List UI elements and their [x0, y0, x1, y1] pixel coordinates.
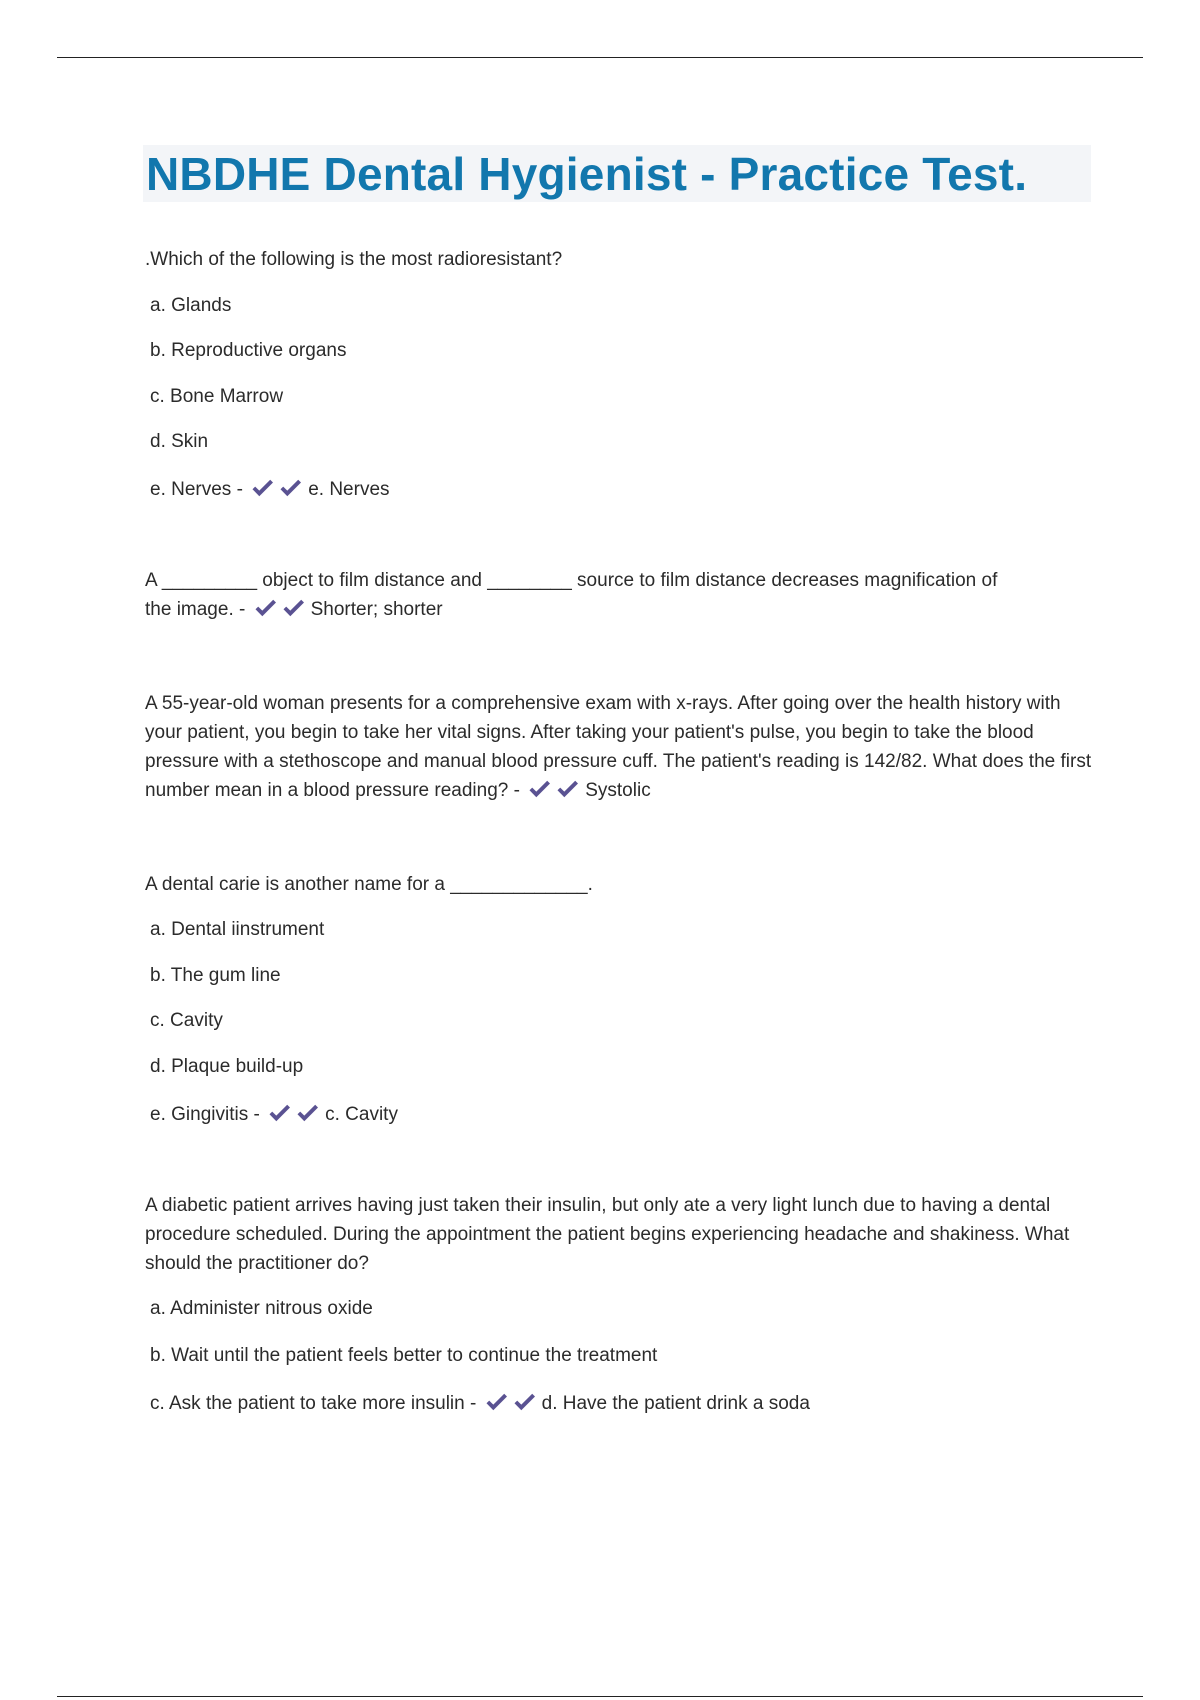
q4-answer: c. Cavity: [325, 1104, 398, 1125]
check-icon: [250, 478, 275, 498]
q3-question-main: A 55-year-old woman presents for a comprehensive exam with x-rays. After going over the health history with your patient, you begin to take her vital signs. After taking your patient's pulse, you begin to take the blood pressure with a stethoscope and manual blood pressure cuff. The patient's reading is 142/82.: [145, 693, 1061, 772]
check-icon: [281, 598, 306, 618]
q2-question-line2: [145, 595, 1090, 624]
top-rule: [57, 57, 1143, 58]
question-5: A diabetic patient arrives having just taken their insulin, but only ate a very light lunch due to having a dental procedure scheduled. During the appointment the patient begins experiencing headache and shakiness. What should the practitioner do?: [145, 1195, 1070, 1274]
q1-option-b: b. Reproductive organs: [150, 340, 347, 361]
q2-question-tail: the image. -: [145, 599, 246, 620]
answer-checkmarks: [527, 780, 583, 801]
check-icon: [555, 779, 580, 799]
check-icon: [295, 1103, 320, 1123]
q2-answer: Shorter; shorter: [310, 599, 443, 620]
q4-option-e: e. Gingivitis -: [150, 1104, 260, 1125]
q4-option-a: a. Dental iinstrument: [150, 919, 325, 940]
answer-checkmarks: [267, 1104, 323, 1125]
check-icon: [267, 1103, 292, 1123]
question-2: [145, 566, 1090, 624]
q3-question-end: What does the first number mean in a blood pressure reading? -: [145, 751, 1092, 801]
question-1: .Which of the following is the most radioresistant?: [145, 249, 563, 270]
q5-option-c: c. Ask the patient to take more insulin -: [150, 1393, 477, 1414]
q2-question-line1: A _________ object to film distance and ________ source to film distance decreases magnification of: [145, 570, 998, 591]
q1-option-d: d. Skin: [150, 431, 209, 452]
check-icon: [484, 1392, 509, 1412]
q4-option-d: d. Plaque build-up: [150, 1056, 304, 1077]
question-3: [145, 689, 1095, 805]
q5-answer-line: [150, 1389, 810, 1418]
question-4: A dental carie is another name for a _____________.: [145, 874, 593, 895]
q4-answer-line: [150, 1100, 398, 1129]
answer-checkmarks: [253, 599, 309, 620]
q4-option-b: b. The gum line: [150, 965, 281, 986]
answer-checkmarks: [484, 1393, 540, 1414]
check-icon: [512, 1392, 537, 1412]
q4-option-c: c. Cavity: [150, 1010, 223, 1031]
q1-answer-line: [150, 475, 390, 504]
check-icon: [527, 779, 552, 799]
q5-option-b: b. Wait until the patient feels better to continue the treatment: [150, 1345, 658, 1366]
check-icon: [278, 478, 303, 498]
q3-answer: Systolic: [585, 780, 651, 801]
q1-option-c: c. Bone Marrow: [150, 386, 284, 407]
q5-answer: d. Have the patient drink a soda: [541, 1393, 810, 1414]
q1-option-e: e. Nerves -: [150, 479, 243, 500]
page-title: NBDHE Dental Hygienist - Practice Test.: [146, 148, 1028, 200]
q1-option-a: a. Glands: [150, 295, 232, 316]
answer-checkmarks: [250, 479, 306, 500]
bottom-rule: [57, 1696, 1143, 1697]
check-icon: [253, 598, 278, 618]
q5-option-a: a. Administer nitrous oxide: [150, 1298, 373, 1319]
q1-answer: e. Nerves: [308, 479, 390, 500]
